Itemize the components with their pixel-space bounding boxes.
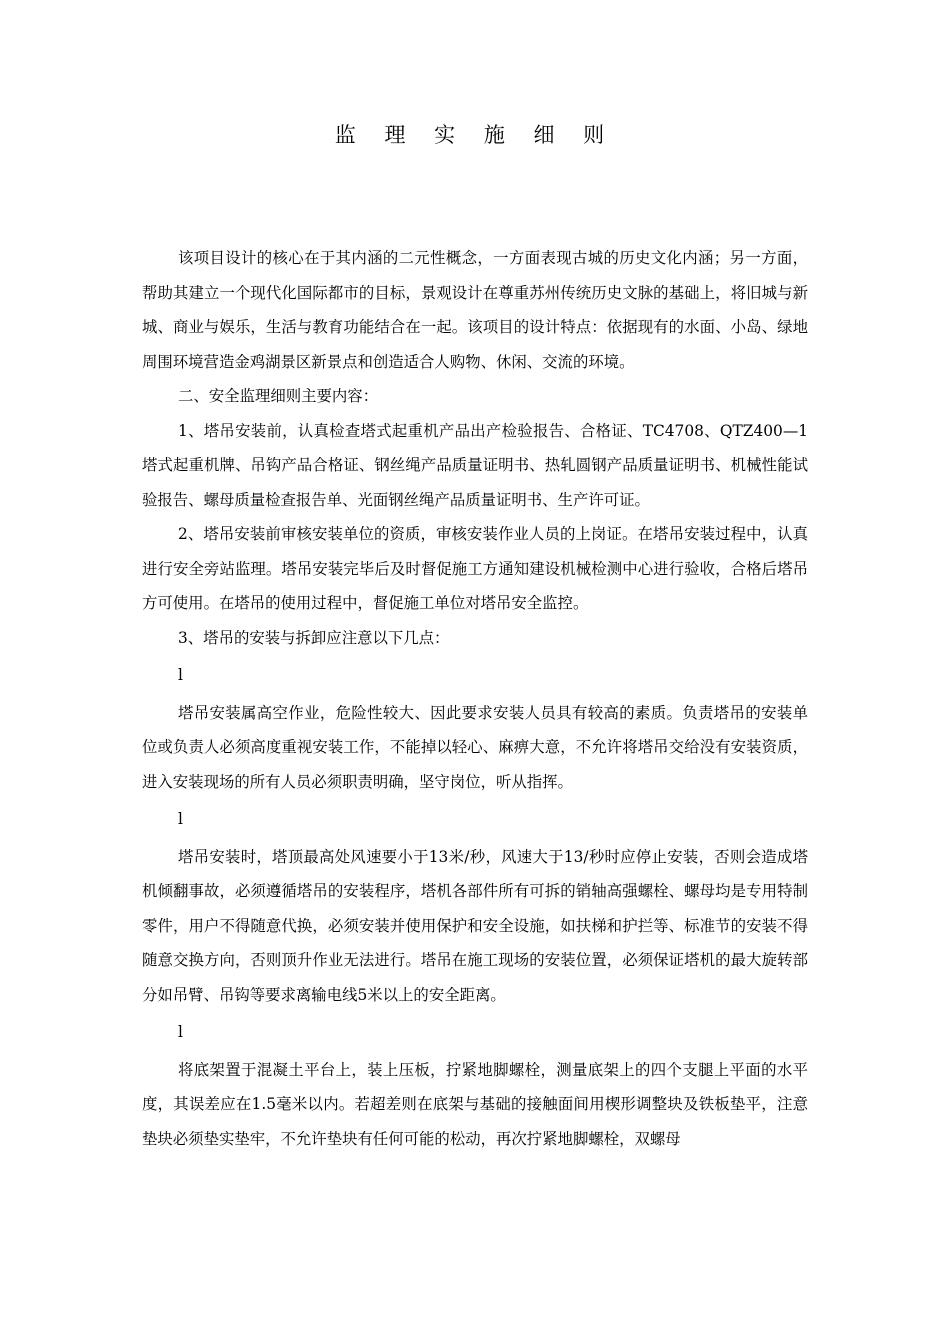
point-paragraph: 将底架置于混凝土平台上，装上压板，拧紧地脚螺栓，测量底架上的四个支腿上平面的水平度，其误差应在1.5毫米以内。若超差则在底架与基础的接触面间用楔形调整块及铁板垫平，注意垫块必须垫实垫牢，不允许垫块有任何可能的松动，再次拧紧地脚螺栓，双螺母 <box>142 1060 808 1148</box>
bullet-marker: l <box>178 810 183 828</box>
point-paragraph: 塔吊安装属高空作业，危险性较大、因此要求安装人员具有较高的素质。负责塔吊的安装单位或负责人必须高度重视安装工作，不能掉以轻心、麻痹大意，不允许将塔吊交给没有安装资质，进入安装现场的所有人员必须职责明确，坚守岗位，听从指挥。 <box>142 703 808 791</box>
item-2-paragraph: 2、塔吊安装前审核安装单位的资质，审核安装作业人员的上岗证。在塔吊安装过程中，认真进行安全旁站监理。塔吊安装完毕后及时督促施工方通知建设机械检测中心进行验收，合格后塔吊方可使用。在塔吊的使用过程中，督促施工单位对塔吊安全监控。 <box>142 525 808 612</box>
document-title: 监 理 实 施 细 则 <box>334 123 616 147</box>
intro-paragraph: 该项目设计的核心在于其内涵的二元性概念，一方面表现古城的历史文化内涵；另一方面，帮助其建立一个现代化国际都市的目标，景观设计在尊重苏州传统历史文脉的基础上，将旧城与新城、商业与娱乐，生活与教育功能结合在一起。该项目的设计特点：依据现有的水面、小岛、绿地周围环境营造金鸡湖景区新景点和创造适合人购物、休闲、交流的环境。 <box>142 249 808 371</box>
item-3-paragraph: 3、塔吊的安装与拆卸应注意以下几点： <box>178 628 450 647</box>
document-body <box>142 241 808 1156</box>
bullet-marker: l <box>178 666 183 684</box>
bullet-marker: l <box>178 1023 183 1041</box>
section-heading: 二、安全监理细则主要内容： <box>178 387 379 405</box>
point-paragraph: 塔吊安装时，塔顶最高处风速要小于13米/秒，风速大于13/秒时应停止安装，否则会造成塔机倾翻事故，必须遵循塔吊的安装程序，塔机各部件所有可拆的销轴高强螺栓、螺母均是专用特制零件，用户不得随意代换，必须安装并使用保护和安全设施，如扶梯和护拦等、标准节的安装不得随意交换方向，否则顶升作业无法进行。塔吊在施工现场的安装位置，必须保证塔机的最大旋转部分如吊臂、吊钩等要求离输电线5米以上的安全距离。 <box>142 847 808 1004</box>
item-1-paragraph: 1、塔吊安装前，认真检查塔式起重机产品出产检验报告、合格证、TC4708、QTZ400—1塔式起重机牌、吊钩产品合格证、钢丝绳产品质量证明书、热轧圆钢产品质量证明书、机械性能试验报告、螺母质量检查报告单、光面钢丝绳产品质量证明书、生产许可证。 <box>142 421 808 509</box>
